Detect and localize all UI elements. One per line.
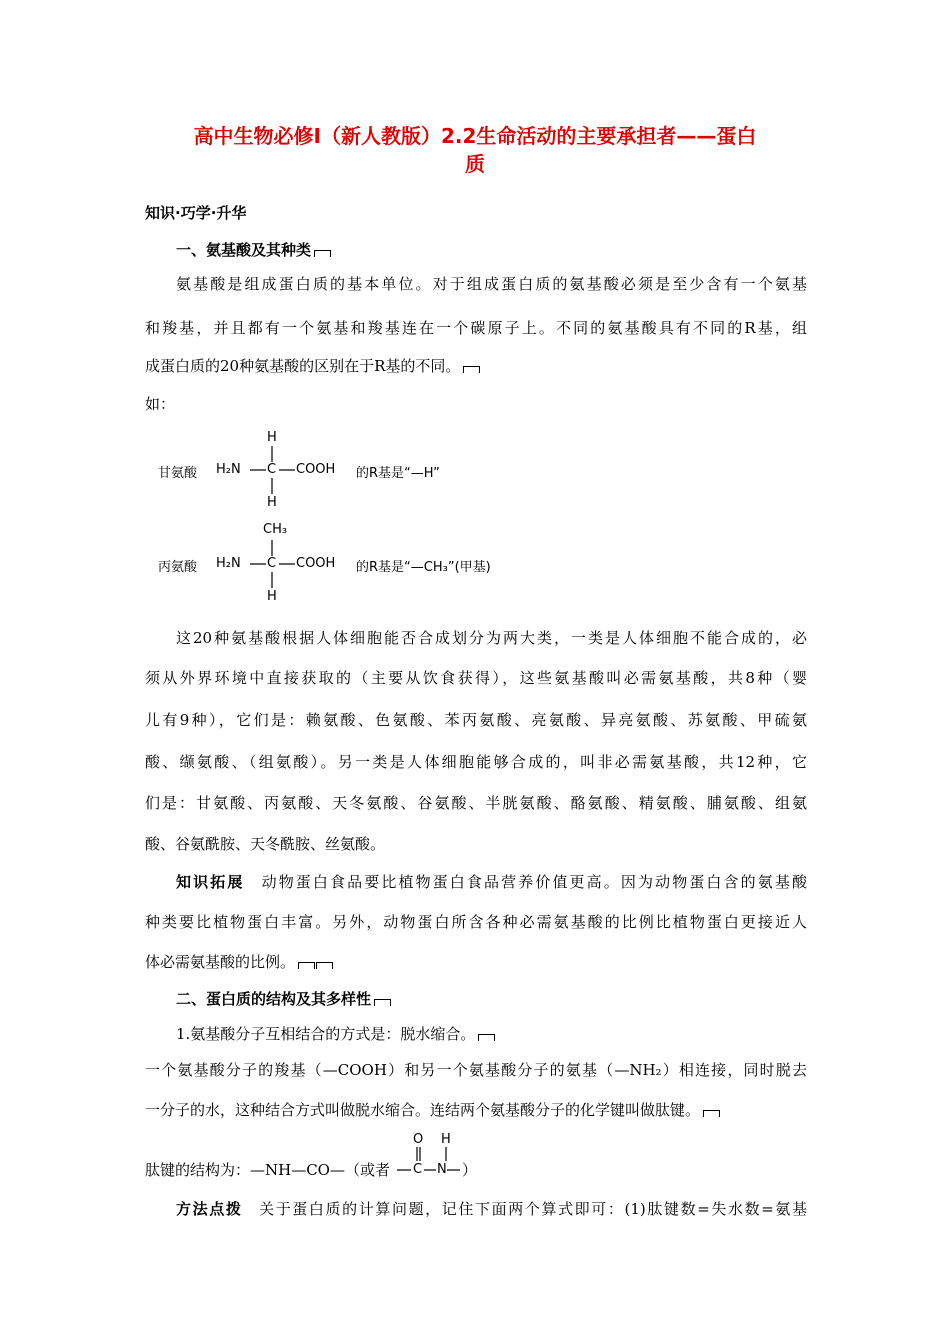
paragraph-line: 酸、缬氨酸、（组氨酸）。另一类是人体细胞能够合成的，叫非必需氨基酸，共12种，它: [145, 753, 807, 771]
paragraph-line: 须从外界环境中直接获取的（主要从饮食获得），这些氨基酸叫必需氨基酸，共8种（婴: [145, 669, 807, 687]
example-label: 如：: [145, 395, 176, 413]
title-line-2: 质: [465, 152, 485, 176]
paragraph-line: 氨基酸是组成蛋白质的基本单位。对于组成蛋白质的氨基酸必须是至少含有一个氨基: [176, 275, 807, 293]
paragraph-text: 成蛋白质的20种氨基酸的区别在于R基的不同。: [145, 357, 461, 375]
paragraph-line: 这20种氨基酸根据人体细胞能否合成划分为两大类，一类是人体细胞不能合成的，必: [176, 629, 807, 647]
paragraph-text: 一分子的水，这种结合方式叫做脱水缩合。连结两个氨基酸分子的化学键叫做肽键。: [145, 1101, 701, 1119]
alanine-r-group-desc: 的R基是“—CH₃”(甲基): [356, 560, 491, 575]
glycine-top-h: H: [267, 430, 277, 445]
alanine-name: 丙氨酸: [158, 560, 198, 575]
ext-text: 动物蛋白食品要比植物蛋白食品营养价值更高。因为动物蛋白含的氨基酸: [261, 873, 807, 891]
heading-text: 二、蛋白质的结构及其多样性: [176, 990, 372, 1008]
paragraph-line: 儿有9种），它们是：赖氨酸、色氨酸、苯丙氨酸、亮氨酸、异亮氨酸、苏氨酸、甲硫氨: [145, 711, 807, 729]
paragraph-line: 和羧基，并且都有一个氨基和羧基连在一个碳原子上。不同的氨基酸具有不同的R基，组: [145, 319, 807, 337]
paragraph-line: 一个氨基酸分子的羧基（—COOH）和另一个氨基酸分子的氨基（—NH₂）相连接，同时脱去: [145, 1061, 807, 1079]
alanine-methyl: CH₃: [263, 522, 288, 537]
paragraph-line: 种类要比植物蛋白丰富。另外，动物蛋白所含各种必需氨基酸的比例比植物蛋白更接近人: [145, 913, 807, 931]
section-header: 知识·巧学·升华: [145, 204, 247, 222]
title-line-1: 高中生物必修Ⅰ（新人教版）2.2生命活动的主要承担者——蛋白: [193, 124, 757, 148]
method-label: 方法点拨: [176, 1200, 243, 1218]
alanine-carboxyl: COOH: [296, 556, 336, 571]
glycine-name: 甘氨酸: [158, 466, 198, 481]
glycine-bottom-h: H: [267, 495, 277, 510]
method-tip: [176, 1199, 807, 1219]
paragraph-text: 1.氨基酸分子互相结合的方式是：脱水缩合。: [176, 1025, 476, 1043]
alanine-bottom-h: H: [267, 589, 277, 604]
peptide-text: 肽键的结构为：—NH—CO—（或者: [145, 1161, 390, 1179]
peptide-close: ）: [461, 1161, 477, 1179]
heading-text: 一、氨基酸及其种类: [176, 241, 312, 259]
glycine-carboxyl: COOH: [296, 462, 336, 477]
peptide-oxygen: O: [413, 1132, 424, 1147]
alanine-carbon: C: [267, 556, 277, 571]
peptide-carbon: C: [413, 1162, 423, 1177]
method-text: 关于蛋白质的计算问题，记住下面两个算式即可：(1)肽键数=失水数=氨基: [259, 1200, 807, 1218]
paragraph-line: 酸、谷氨酰胺、天冬酰胺、丝氨酸。: [145, 835, 386, 853]
paragraph-line: 们是：甘氨酸、丙氨酸、天冬氨酸、谷氨酸、半胱氨酸、酪氨酸、精氨酸、脯氨酸、组氨: [145, 794, 807, 812]
peptide-nitrogen: N: [437, 1162, 447, 1177]
glycine-r-group-desc: 的R基是“—H”: [356, 466, 440, 481]
glycine-amino-group: H₂N: [216, 462, 241, 477]
paragraph-text: 体必需氨基酸的比例。: [145, 953, 296, 971]
alanine-amino-group: H₂N: [216, 556, 241, 571]
glycine-carbon: C: [267, 462, 277, 477]
peptide-hydrogen: H: [441, 1132, 451, 1147]
ext-label: 知识拓展: [176, 873, 245, 891]
